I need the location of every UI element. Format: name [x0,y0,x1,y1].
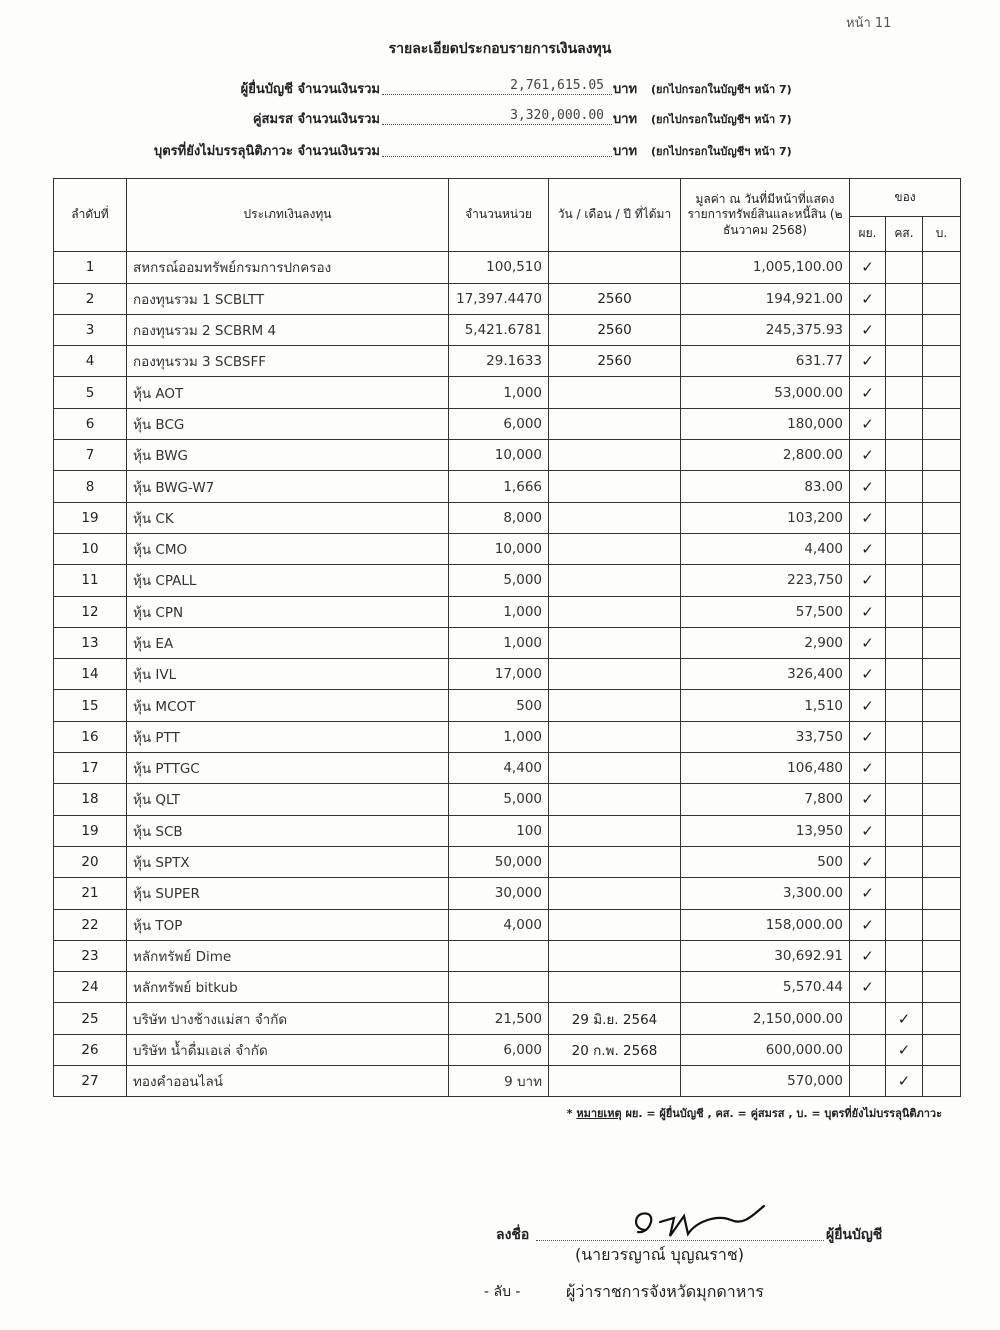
investment-type: หุ้น QLT [127,784,449,815]
owner-declarant-mark: ✓ [850,346,886,377]
table-row [54,659,961,690]
investment-table [53,178,961,1097]
owner-declarant-mark: ✓ [850,283,886,314]
row-number: 19 [54,502,127,533]
value: 103,200 [681,502,850,533]
value: 194,921.00 [681,283,850,314]
units [449,940,549,971]
row-number: 20 [54,846,127,877]
owner-child-mark [923,1066,961,1097]
summary-declarant [0,80,1000,100]
units: 17,397.4470 [449,283,549,314]
summary-label: ผู้ยื่นบัญชี จำนวนเงินรวม [240,82,380,97]
owner-spouse-mark [886,283,923,314]
value: 3,300.00 [681,878,850,909]
owner-declarant-mark [850,1003,886,1034]
value: 326,400 [681,659,850,690]
page-number: หน้า 11 [846,16,892,31]
value: 158,000.00 [681,909,850,940]
value: 53,000.00 [681,377,850,408]
table-row [54,627,961,658]
row-number: 26 [54,1034,127,1065]
units: 30,000 [449,878,549,909]
table-row [54,596,961,627]
owner-spouse-mark [886,502,923,533]
row-number: 19 [54,815,127,846]
owner-child-mark [923,721,961,752]
value: 570,000 [681,1066,850,1097]
acquired-date [549,408,681,439]
document-title: รายละเอียดประกอบรายการเงินลงทุน [388,41,612,57]
value: 245,375.93 [681,314,850,345]
footnote: * หมายเหตุ ผย. = ผู้ยื่นบัญชี , คส. = คู่สมรส , บ. = บุตรที่ยังไม่บรรลุนิติภาวะ [566,1107,942,1120]
investment-type: บริษัท น้ำดื่มเอเล่ จำกัด [127,1034,449,1065]
table-row [54,502,961,533]
investment-type: หุ้น SCB [127,815,449,846]
investment-type: หุ้น TOP [127,909,449,940]
acquired-date [549,596,681,627]
owner-declarant-mark: ✓ [850,690,886,721]
units: 1,000 [449,596,549,627]
acquired-date [549,659,681,690]
row-number: 10 [54,533,127,564]
row-number: 24 [54,972,127,1003]
owner-declarant-mark: ✓ [850,440,886,471]
owner-spouse-mark: ✓ [886,1066,923,1097]
table-row [54,1066,961,1097]
owner-spouse-mark [886,627,923,658]
owner-child-mark [923,1003,961,1034]
row-number: 6 [54,408,127,439]
investment-type: ทองคำออนไลน์ [127,1066,449,1097]
acquired-date [549,440,681,471]
row-number: 16 [54,721,127,752]
owner-child-mark [923,440,961,471]
units: 8,000 [449,502,549,533]
row-number: 12 [54,596,127,627]
table-row [54,753,961,784]
owner-spouse-mark [886,314,923,345]
row-number: 3 [54,314,127,345]
owner-declarant-mark [850,1066,886,1097]
units: 10,000 [449,533,549,564]
table-row [54,1003,961,1034]
table-row [54,346,961,377]
footnote-prefix: หมายเหตุ [576,1107,622,1120]
units: 4,000 [449,909,549,940]
value: 631.77 [681,346,850,377]
table-row [54,909,961,940]
investment-type: หลักทรัพย์ Dime [127,940,449,971]
value: 5,570.44 [681,972,850,1003]
owner-spouse-mark [886,972,923,1003]
owner-spouse-mark [886,659,923,690]
units: 6,000 [449,408,549,439]
acquired-date: 2560 [549,314,681,345]
row-number: 23 [54,940,127,971]
investment-type: หุ้น CPN [127,596,449,627]
owner-declarant-mark: ✓ [850,471,886,502]
table-row [54,972,961,1003]
units: 5,000 [449,565,549,596]
summary-spouse [0,110,1000,130]
owner-child-mark [923,252,961,283]
table-row [54,721,961,752]
units: 1,000 [449,627,549,658]
owner-child-mark [923,283,961,314]
secret-label: - ลับ - [484,1284,521,1300]
units: 5,421.6781 [449,314,549,345]
value: 223,750 [681,565,850,596]
row-number: 4 [54,346,127,377]
units: 17,000 [449,659,549,690]
investment-type: หุ้น SUPER [127,878,449,909]
row-number: 1 [54,252,127,283]
signatory-name: (นายวรญาณ์ บุญณราช) [575,1245,744,1264]
owner-child-mark [923,690,961,721]
acquired-date [549,1066,681,1097]
investment-type: หุ้น IVL [127,659,449,690]
units: 100,510 [449,252,549,283]
acquired-date [549,846,681,877]
value: 180,000 [681,408,850,439]
table-row [54,533,961,564]
owner-spouse-mark [886,878,923,909]
summary-note: (ยกไปกรอกในบัญชีฯ หน้า 7) [651,145,792,158]
row-number: 5 [54,377,127,408]
acquired-date: 2560 [549,346,681,377]
signatory-position: ผู้ว่าราชการจังหวัดมุกดาหาร [566,1282,764,1301]
acquired-date: 20 ก.พ. 2568 [549,1034,681,1065]
summary-note: (ยกไปกรอกในบัญชีฯ หน้า 7) [651,83,792,96]
acquired-date [549,533,681,564]
owner-spouse-mark [886,846,923,877]
investment-type: กองทุนรวม 3 SCBSFF [127,346,449,377]
owner-declarant-mark: ✓ [850,659,886,690]
summary-amount: 3,320,000.00 [510,108,604,123]
summary-unit: บาท [613,82,638,97]
owner-child-mark [923,846,961,877]
acquired-date [549,940,681,971]
investment-type: หุ้น CPALL [127,565,449,596]
units: 100 [449,815,549,846]
acquired-date [549,471,681,502]
value: 2,150,000.00 [681,1003,850,1034]
row-number: 7 [54,440,127,471]
owner-child-mark [923,377,961,408]
investment-type: หุ้น CMO [127,533,449,564]
summary-unit: บาท [613,144,638,159]
owner-declarant-mark: ✓ [850,314,886,345]
owner-spouse-mark [886,346,923,377]
row-number: 8 [54,471,127,502]
summary-amount: 2,761,615.05 [510,78,604,93]
header-owner: ของ [850,179,961,217]
investment-type: บริษัท ปางช้างแม่สา จำกัด [127,1003,449,1034]
header-date: วัน / เดือน / ปี ที่ได้มา [549,179,681,252]
row-number: 17 [54,753,127,784]
header-no: ลำดับที่ [54,179,127,252]
acquired-date: 29 มิ.ย. 2564 [549,1003,681,1034]
table-body [54,252,961,1097]
value: 30,692.91 [681,940,850,971]
owner-declarant-mark [850,1034,886,1065]
summary-child [0,142,1000,162]
owner-declarant-mark: ✓ [850,815,886,846]
value: 500 [681,846,850,877]
owner-declarant-mark: ✓ [850,408,886,439]
owner-declarant-mark: ✓ [850,909,886,940]
owner-spouse-mark: ✓ [886,1034,923,1065]
owner-spouse-mark [886,940,923,971]
value: 106,480 [681,753,850,784]
table-row [54,408,961,439]
owner-child-mark [923,659,961,690]
acquired-date [549,252,681,283]
owner-child-mark [923,408,961,439]
owner-child-mark [923,940,961,971]
owner-spouse-mark [886,690,923,721]
acquired-date [549,878,681,909]
units: 21,500 [449,1003,549,1034]
acquired-date [549,909,681,940]
owner-spouse-mark [886,252,923,283]
investment-type: หุ้น SPTX [127,846,449,877]
owner-spouse-mark [886,408,923,439]
value: 2,800.00 [681,440,850,471]
owner-spouse-mark [886,377,923,408]
owner-spouse-mark [886,909,923,940]
owner-child-mark [923,533,961,564]
owner-child-mark [923,314,961,345]
summary-label: คู่สมรส จำนวนเงินรวม [252,112,380,127]
owner-child-mark [923,346,961,377]
acquired-date [549,377,681,408]
owner-declarant-mark: ✓ [850,252,886,283]
header-value: มูลค่า ณ วันที่มีหน้าที่แสดง รายการทรัพย์สินและหนี้สิน (๒ ธันวาคม 2568) [681,179,850,252]
units: 6,000 [449,1034,549,1065]
owner-child-mark [923,1034,961,1065]
header-units: จำนวนหน่วย [449,179,549,252]
owner-declarant-mark: ✓ [850,596,886,627]
units: 9 บาท [449,1066,549,1097]
owner-declarant-mark: ✓ [850,972,886,1003]
owner-spouse-mark [886,753,923,784]
owner-child-mark [923,784,961,815]
value: 33,750 [681,721,850,752]
summary-label: บุตรที่ยังไม่บรรลุนิติภาวะ จำนวนเงินรวม [153,144,380,159]
units: 1,000 [449,721,549,752]
table-row [54,283,961,314]
owner-child-mark [923,753,961,784]
owner-child-mark [923,502,961,533]
owner-declarant-mark: ✓ [850,784,886,815]
row-number: 2 [54,283,127,314]
table-row [54,1034,961,1065]
signature-role: ผู้ยื่นบัญชี [826,1227,883,1243]
row-number: 13 [54,627,127,658]
summary-unit: บาท [613,112,638,127]
table-row [54,784,961,815]
header-type: ประเภทเงินลงทุน [127,179,449,252]
owner-spouse-mark: ✓ [886,1003,923,1034]
owner-spouse-mark [886,815,923,846]
investment-type: หุ้น PTT [127,721,449,752]
acquired-date [549,784,681,815]
acquired-date [549,502,681,533]
header-owner-declarant: ผย. [850,217,886,252]
acquired-date [549,815,681,846]
owner-child-mark [923,565,961,596]
units: 4,400 [449,753,549,784]
acquired-date [549,753,681,784]
table-row [54,815,961,846]
row-number: 18 [54,784,127,815]
row-number: 27 [54,1066,127,1097]
owner-spouse-mark [886,471,923,502]
table-row [54,377,961,408]
value: 2,900 [681,627,850,658]
investment-type: หุ้น AOT [127,377,449,408]
investment-type: หุ้น BWG-W7 [127,471,449,502]
value: 13,950 [681,815,850,846]
acquired-date [549,565,681,596]
owner-declarant-mark: ✓ [850,627,886,658]
owner-spouse-mark [886,533,923,564]
units: 5,000 [449,784,549,815]
units: 500 [449,690,549,721]
units: 29.1633 [449,346,549,377]
value: 4,400 [681,533,850,564]
value: 1,005,100.00 [681,252,850,283]
owner-declarant-mark: ✓ [850,753,886,784]
value: 7,800 [681,784,850,815]
owner-declarant-mark: ✓ [850,502,886,533]
owner-declarant-mark: ✓ [850,377,886,408]
units: 10,000 [449,440,549,471]
table-row [54,690,961,721]
owner-child-mark [923,909,961,940]
table-row [54,565,961,596]
owner-child-mark [923,596,961,627]
investment-type: กองทุนรวม 1 SCBLTT [127,283,449,314]
header-owner-child: บ. [923,217,961,252]
investment-type: สหกรณ์ออมทรัพย์กรมการปกครอง [127,252,449,283]
table-row [54,314,961,345]
row-number: 21 [54,878,127,909]
units: 1,666 [449,471,549,502]
dotted-line [382,142,612,157]
owner-declarant-mark: ✓ [850,878,886,909]
row-number: 15 [54,690,127,721]
investment-type: หุ้น BCG [127,408,449,439]
owner-child-mark [923,627,961,658]
investment-type: หลักทรัพย์ bitkub [127,972,449,1003]
table-row [54,878,961,909]
signature-label: ลงชื่อ [496,1227,530,1243]
owner-declarant-mark: ✓ [850,533,886,564]
acquired-date [549,721,681,752]
owner-child-mark [923,815,961,846]
value: 83.00 [681,471,850,502]
investment-type: หุ้น BWG [127,440,449,471]
owner-declarant-mark: ✓ [850,565,886,596]
investment-type: หุ้น EA [127,627,449,658]
owner-child-mark [923,471,961,502]
table-row [54,440,961,471]
owner-spouse-mark [886,596,923,627]
table-row [54,471,961,502]
units [449,972,549,1003]
value: 600,000.00 [681,1034,850,1065]
units: 1,000 [449,377,549,408]
acquired-date: 2560 [549,283,681,314]
units: 50,000 [449,846,549,877]
acquired-date [549,972,681,1003]
owner-spouse-mark [886,721,923,752]
value: 57,500 [681,596,850,627]
acquired-date [549,690,681,721]
owner-child-mark [923,972,961,1003]
owner-declarant-mark: ✓ [850,846,886,877]
owner-child-mark [923,878,961,909]
investment-type: หุ้น CK [127,502,449,533]
acquired-date [549,627,681,658]
row-number: 22 [54,909,127,940]
owner-declarant-mark: ✓ [850,940,886,971]
header-owner-spouse: คส. [886,217,923,252]
table-row [54,846,961,877]
value: 1,510 [681,690,850,721]
summary-note: (ยกไปกรอกในบัญชีฯ หน้า 7) [651,113,792,126]
row-number: 11 [54,565,127,596]
owner-spouse-mark [886,784,923,815]
investment-type: หุ้น MCOT [127,690,449,721]
row-number: 25 [54,1003,127,1034]
table-row [54,252,961,283]
row-number: 14 [54,659,127,690]
owner-spouse-mark [886,440,923,471]
table-row [54,940,961,971]
footnote-text: ผย. = ผู้ยื่นบัญชี , คส. = คู่สมรส , บ. = บุตรที่ยังไม่บรรลุนิติภาวะ [625,1107,942,1120]
investment-type: กองทุนรวม 2 SCBRM 4 [127,314,449,345]
investment-type: หุ้น PTTGC [127,753,449,784]
owner-declarant-mark: ✓ [850,721,886,752]
owner-spouse-mark [886,565,923,596]
